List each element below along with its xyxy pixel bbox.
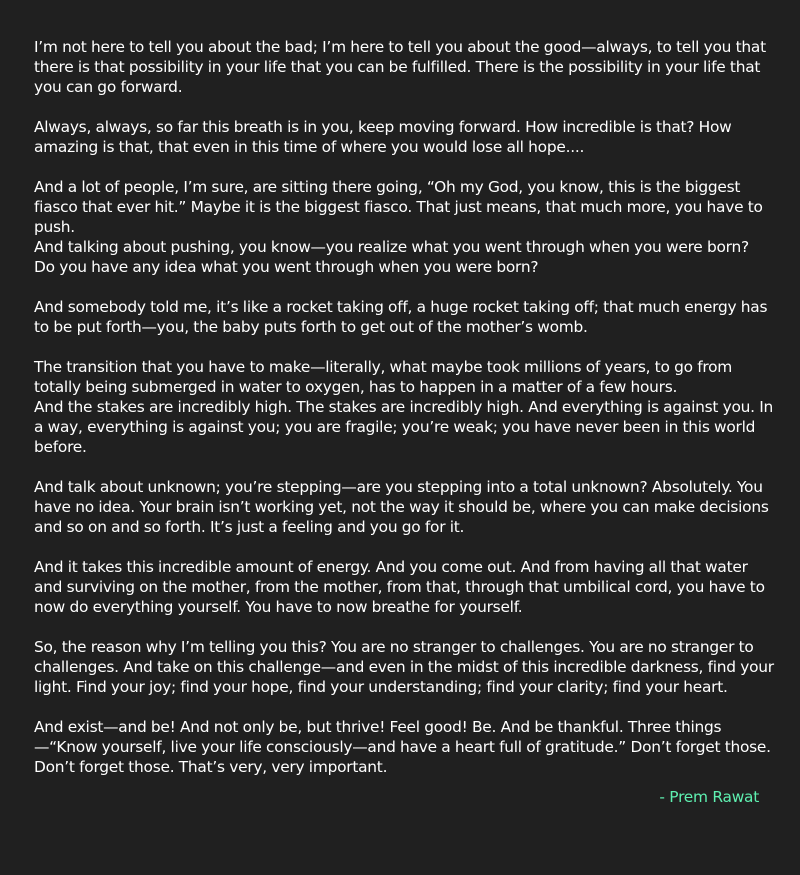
quote-body: [34, 37, 774, 797]
attribution: - Prem Rawat: [659, 788, 759, 806]
paragraph-3: And a lot of people, I’m sure, are sitting there going, “Oh my God, you know, this is the biggest fiasco that ever hit.” Maybe it is the biggest fiasco. That just means, that much more, you have to push.: [34, 178, 763, 236]
paragraph-11: And exist—and be! And not only be, but thrive! Feel good! Be. And be thankful. Three things—“Know yourself, live your life consciously—and have a heart full of gratitude.” Don’t forget those. Don’t forget those. That’s very, very important.: [34, 718, 771, 776]
paragraph-9: And it takes this incredible amount of energy. And you come out. And from having all that water and surviving on the mother, from the mother, from that, through that umbilical cord, you have to now do everything yourself. You have to now breathe for yourself.: [34, 558, 765, 616]
paragraph-8: And talk about unknown; you’re stepping—are you stepping into a total unknown? Absolutely. You have no idea. Your brain isn’t working yet, not the way it should be, where you can make decisions and so on and so forth. It’s just a feeling and you go for it.: [34, 478, 769, 536]
paragraph-4: And talking about pushing, you know—you realize what you went through when you were born? Do you have any idea what you went through when you were born?: [34, 238, 749, 276]
paragraph-1: I’m not here to tell you about the bad; I’m here to tell you about the good—always, to tell you that there is that possibility in your life that you can be fulfilled. There is the possibility in your life that you can go forward.: [34, 38, 766, 96]
paragraph-2: Always, always, so far this breath is in you, keep moving forward. How incredible is that? How amazing is that, that even in this time of where you would lose all hope....: [34, 118, 732, 156]
paragraph-7: And the stakes are incredibly high. The stakes are incredibly high. And everything is against you. In a way, everything is against you; you are fragile; you’re weak; you have never been in this world before.: [34, 398, 773, 456]
paragraph-5: And somebody told me, it’s like a rocket taking off, a huge rocket taking off; that much energy has to be put forth—you, the baby puts forth to get out of the mother’s womb.: [34, 298, 768, 336]
paragraph-10: So, the reason why I’m telling you this? You are no stranger to challenges. You are no stranger to challenges. And take on this challenge—and even in the midst of this incredible darkness, find your light. Find your joy; find your hope, find your understanding; find your clarity; find your heart.: [34, 638, 774, 696]
paragraph-6: The transition that you have to make—literally, what maybe took millions of years, to go from totally being submerged in water to oxygen, has to happen in a matter of a few hours.: [34, 358, 733, 396]
